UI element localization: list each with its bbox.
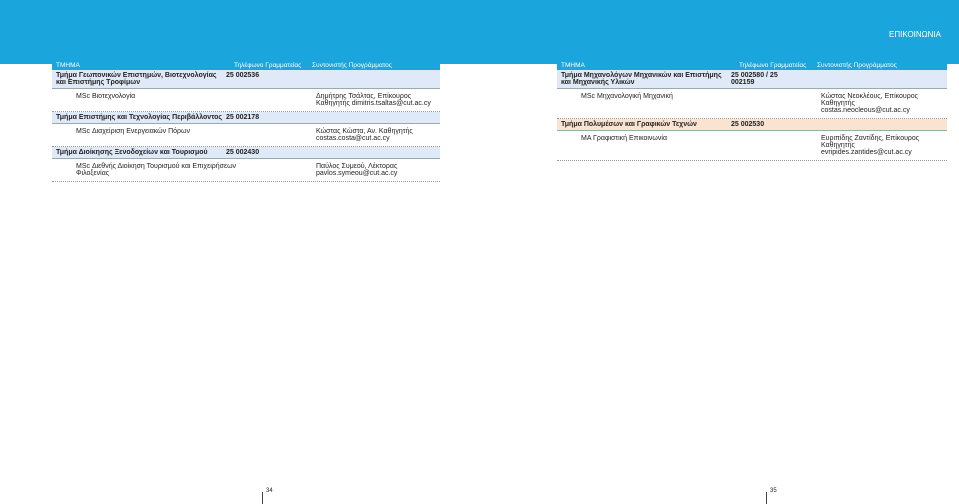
- programme-name: MA Γραφιστική Επικοινωνία: [581, 135, 667, 142]
- department-name: Τμήμα Μηχανολόγων Μηχανικών και Επιστήμης και Μηχανικής Υλικών: [561, 72, 722, 86]
- programme-row: [557, 89, 947, 119]
- crop-mark: [766, 492, 767, 504]
- department-row: [557, 119, 947, 131]
- left-table: [52, 60, 440, 340]
- department-phone: 25 002178: [226, 114, 260, 121]
- right-table: [557, 60, 947, 340]
- department-name: Τμήμα Διοίκησης Ξενοδοχείων και Τουρισμού: [56, 149, 208, 156]
- department-phone: 25 002536: [226, 72, 260, 79]
- department-phone: 25 002430: [226, 149, 260, 156]
- programme-name: MSc Διαχείριση Ενεργειακών Πόρων: [76, 128, 190, 135]
- department-row: [52, 70, 440, 89]
- programme-row: [557, 131, 947, 161]
- department-row: [52, 112, 440, 124]
- programme-row: [52, 89, 440, 112]
- coordinator-contact: Παύλος Συμεού, Λέκτορας pavlos.symeou@cut.ac.cy: [316, 163, 398, 177]
- crop-mark: [262, 492, 263, 504]
- table-header: ΤΜΗΜΑ Τηλέφωνο Γραμματείας Συντονιστής Προγράμματος: [557, 60, 947, 70]
- department-row: [557, 70, 947, 89]
- programme-row: [52, 124, 440, 147]
- programme-name: MSc Διεθνής Διοίκηση Τουρισμού και Επιχειρήσεων Φιλοξενίας: [76, 163, 237, 177]
- page-title: ΕΠΙΚΟΙΝΩΝΙΑ: [889, 30, 941, 39]
- programme-name: MSc Βιοτεχνολογία: [76, 93, 136, 100]
- coordinator-contact: Ευριπίδης Ζαντίδης, Επίκουρος Καθηγητής evripides.zantides@cut.ac.cy: [821, 135, 920, 156]
- coordinator-contact: Κώστας Νεοκλέους, Επίκουρος Καθηγητής costas.neocleous@cut.ac.cy: [821, 93, 919, 114]
- coordinator-contact: Δημήτρης Τσάλτας, Επίκουρος Καθηγητής dimitris.tsaltas@cut.ac.cy: [316, 93, 431, 107]
- header-banner: [0, 0, 959, 64]
- page-number-right: 35: [770, 488, 777, 494]
- department-phone: 25 002530: [731, 121, 765, 128]
- programme-row: [52, 159, 440, 182]
- coordinator-contact: Κώστας Κώστα, Αν. Καθηγητής costas.costa@cut.ac.cy: [316, 128, 413, 142]
- department-name: Τμήμα Γεωπονικών Επιστημών, Βιοτεχνολογίας και Επιστήμης Τροφίμων: [56, 72, 217, 86]
- programme-name: MSc Μηχανολογική Μηχανική: [581, 93, 673, 100]
- department-phone: 25 002580 / 25 002159: [731, 72, 778, 86]
- department-name: Τμήμα Επιστήμης και Τεχνολογίας Περιβάλλοντος: [56, 114, 223, 121]
- department-row: [52, 147, 440, 159]
- table-header: ΤΜΗΜΑ Τηλέφωνο Γραμματείας Συντονιστής Προγράμματος: [52, 60, 440, 70]
- department-name: Τμήμα Πολυμέσων και Γραφικών Τεχνών: [561, 121, 697, 128]
- page-number-left: 34: [266, 488, 273, 494]
